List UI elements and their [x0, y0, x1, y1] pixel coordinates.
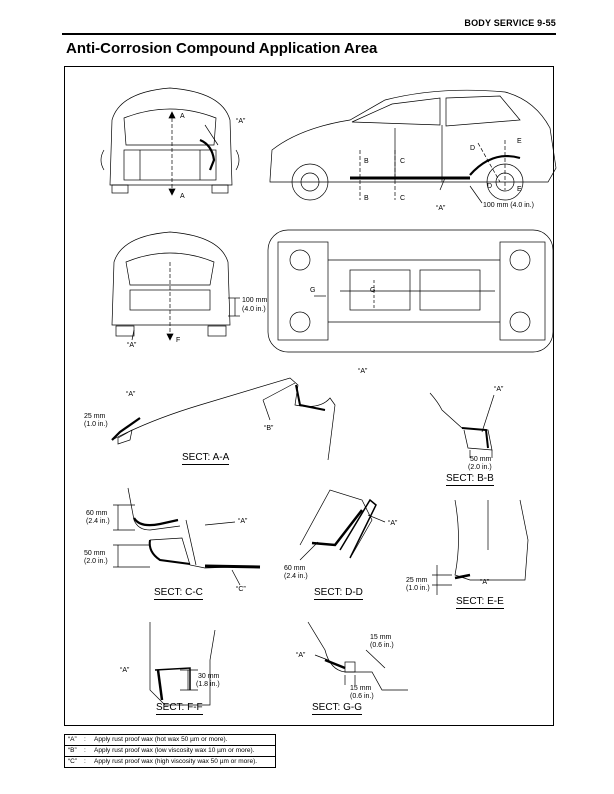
callout-a-top: A [180, 113, 185, 120]
sect-ee-dim-25-mm: 25 mm [406, 577, 428, 584]
sect-gg-dim-15-in-top: (0.6 in.) [370, 642, 394, 649]
callout-b-bottom: B [364, 195, 369, 202]
legend-desc: Apply rust proof wax (low viscosity wax 10 µm or more). [94, 747, 255, 754]
callout-qa-rear: “A” [127, 342, 137, 349]
sect-cc-callout-qc: “C” [236, 586, 246, 593]
sect-ee-label: SECT: E-E [456, 596, 504, 607]
legend-table [64, 734, 276, 768]
sect-bb-callout-qa: “A” [494, 386, 504, 393]
sect-dd-dim-60-in: (2.4 in.) [284, 573, 308, 580]
sect-aa-callout-qa-right: “A” [358, 368, 368, 375]
sect-ff-dim-30-in: (1.8 in.) [196, 681, 220, 688]
sect-cc-callout-qa: “A” [238, 518, 248, 525]
callout-c-top: C [400, 158, 406, 165]
front-view-drawing [101, 88, 239, 195]
sect-dd-label: SECT: D-D [314, 587, 363, 598]
callout-d-top: D [470, 145, 476, 152]
sect-gg-callout-qa: “A” [296, 652, 306, 659]
dim-100-rear-mm: 100 mm [242, 297, 268, 304]
dim-100-rear-in: (4.0 in.) [242, 306, 266, 313]
sect-gg-dim-15-mm-top: 15 mm [370, 634, 392, 641]
sect-aa-callout-qa-left: “A” [126, 391, 136, 398]
sect-aa-callout-qb: “B” [264, 425, 274, 432]
legend-desc: Apply rust proof wax (hot wax 50 µm or more). [94, 736, 228, 743]
sect-cc-dim-50-mm: 50 mm [84, 550, 106, 557]
sect-dd-drawing [300, 490, 385, 560]
legend-key: “A” [68, 736, 77, 743]
sect-bb-label: SECT: B-B [446, 473, 494, 484]
callout-b-top: B [364, 158, 369, 165]
sect-ff-dim-30-mm: 30 mm [198, 673, 220, 680]
sect-bb-dim-50-in: (2.0 in.) [468, 464, 492, 471]
sect-cc-dim-60-mm: 60 mm [86, 510, 108, 517]
rear-view-drawing [112, 232, 240, 340]
sect-cc-dim-60-in: (2.4 in.) [86, 518, 110, 525]
sect-ee-dim-25-in: (1.0 in.) [406, 585, 430, 592]
sect-cc-drawing [113, 488, 260, 585]
sect-gg-dim-15-in-bottom: (0.6 in.) [350, 693, 374, 700]
sect-ff-drawing [150, 622, 215, 705]
sect-aa-dim-25-in: (1.0 in.) [84, 421, 108, 428]
sect-bb-dim-50-mm: 50 mm [470, 456, 492, 463]
callout-c-bottom: C [400, 195, 406, 202]
callout-f: F [176, 337, 181, 344]
legend-row: “A” : Apply rust proof wax (hot wax 50 µm or more). [65, 735, 275, 746]
sect-gg-dim-15-mm-bottom: 15 mm [350, 685, 372, 692]
sect-aa-dim-25-mm: 25 mm [84, 413, 106, 420]
page-title: Anti-Corrosion Compound Application Area [66, 40, 378, 57]
sect-ff-label: SECT: F-F [156, 702, 203, 713]
sect-aa-label: SECT: A-A [182, 452, 230, 463]
sect-cc-label: SECT: C-C [154, 587, 203, 598]
dim-100-side: 100 mm (4.0 in.) [483, 202, 534, 209]
side-view-drawing [270, 90, 556, 203]
sect-dd-dim-60-mm: 60 mm [284, 565, 306, 572]
sect-gg-label: SECT: G-G [312, 702, 363, 713]
callout-g-left: G [310, 287, 316, 294]
callout-e-top: E [517, 138, 522, 145]
section-code: BODY SERVICE 9-55 [464, 18, 556, 28]
callout-g-right: G [370, 287, 376, 294]
sect-ff-callout-qa: “A” [120, 667, 130, 674]
callout-d-bottom: D [487, 183, 493, 190]
sect-gg-drawing [308, 622, 408, 690]
sect-aa-drawing [112, 378, 335, 460]
sect-ee-callout-qa: “A” [480, 579, 490, 586]
callout-e-bottom: E [517, 186, 522, 193]
legend-desc: Apply rust proof wax (high viscosity wax 50 µm or more). [94, 758, 258, 765]
sect-dd-callout-qa: “A” [388, 520, 398, 527]
legend-row: “C” : Apply rust proof wax (high viscosity wax 50 µm or more). [65, 757, 275, 767]
callout-a-bottom: A [180, 193, 185, 200]
callout-qa-side: “A” [436, 205, 446, 212]
legend-key: “B” [68, 747, 77, 754]
legend-row: “B” : Apply rust proof wax (low viscosity wax 10 µm or more). [65, 746, 275, 757]
callout-qa-front: “A” [236, 118, 246, 125]
sect-cc-dim-50-in: (2.0 in.) [84, 558, 108, 565]
legend-key: “C” [68, 758, 78, 765]
sect-bb-drawing [430, 393, 494, 458]
